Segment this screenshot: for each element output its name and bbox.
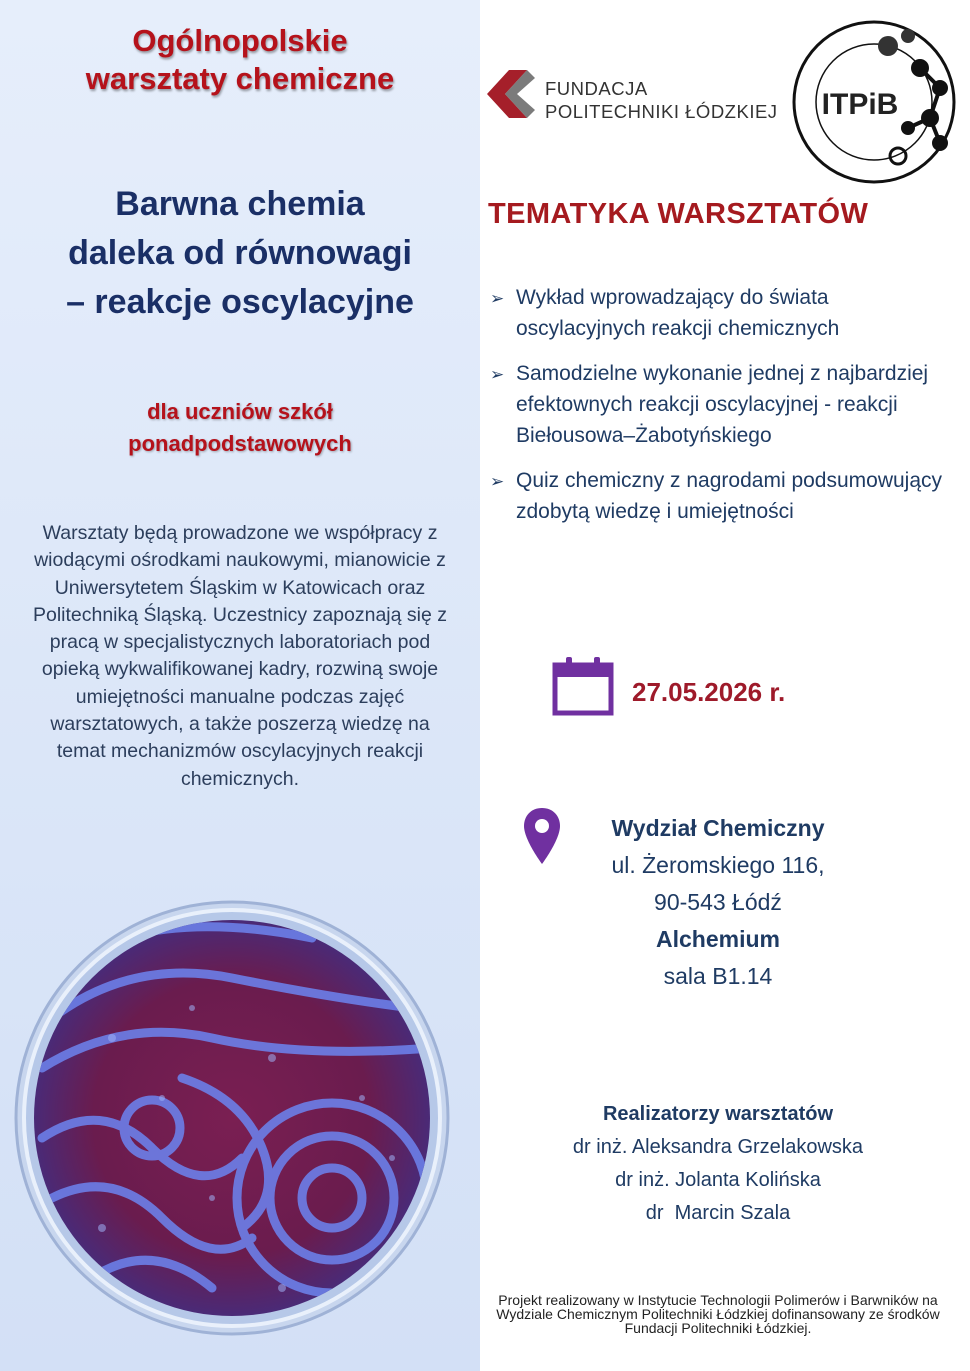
topics-list xyxy=(490,282,960,541)
fundacja-logo-text xyxy=(545,77,778,123)
topics-title: TEMATYKA WARSZTATÓW xyxy=(488,198,869,230)
map-pin-icon xyxy=(522,806,562,868)
topic-text: Wykład wprowadzający do świata oscylacyjnych reakcji chemicznych xyxy=(516,286,840,340)
target-audience xyxy=(0,396,480,460)
event-date: 27.05.2026 r. xyxy=(632,677,786,707)
headline-text: Barwna chemia daleka od równowagi – reakcje oscylacyjne xyxy=(66,185,414,321)
topic-item xyxy=(490,282,960,344)
topic-text: Samodzielne wykonanie jednej z najbardziej efektownych reakcji oscylacyjnej - reakcji Biełousowa–Żabotyńskiego xyxy=(516,362,929,447)
fpl-line2: POLITECHNIKI ŁÓDZKIEJ xyxy=(545,101,778,122)
event-title-text: Ogólnopolskie warsztaty chemiczne xyxy=(85,23,395,96)
event-title xyxy=(0,22,480,98)
venue-address xyxy=(568,810,868,995)
itpib-logo xyxy=(790,18,958,186)
topic-text: Quiz chemiczny z nagrodami podsumowujący zdobytą wiedzę i umiejętności xyxy=(516,469,943,523)
itpib-abbr: ITPiB xyxy=(821,88,899,121)
workshop-description: Warsztaty będą prowadzone we współpracy z wiodącymi ośrodkami naukowymi, mianowicie z Uniwersytetem Śląskim w Katowicach oraz Politechniką Śląską. Uczestnicy zapoznają się z pracą w specjalistycznych laboratoriach pod opieką wykwalifikowanej kadry, rozwiną swoje umiejętności manualne podczas zajęć warsztatowych, a także poszerzą wiedzę na temat mechanizmów oscylacyjnych reakcji chemicznych. xyxy=(32,522,448,790)
funding-footer: Projekt realizowany w Instytucie Technologii Polimerów i Barwników na Wydziale Chemicznym Politechniki Łódzkiej dofinansowany ze środków Fundacji Politechniki Łódzkiej. xyxy=(496,1292,940,1336)
organizer-name: dr inż. Jolanta Kolińska xyxy=(615,1169,821,1191)
audience-text: dla uczniów szkół ponadpodstawowych xyxy=(128,399,352,456)
petri-dish-image xyxy=(12,898,452,1338)
arrowhead-icon: ➢ xyxy=(490,289,505,308)
fpl-line1: FUNDACJA xyxy=(545,78,648,99)
organizer-name: dr inż. Aleksandra Grzelakowska xyxy=(572,1136,864,1158)
venue-street: ul. Żeromskiego 116, xyxy=(611,852,825,878)
organizers-title: Realizatorzy warsztatów xyxy=(602,1103,834,1125)
venue-city: 90-543 Łódź xyxy=(654,889,782,915)
arrowhead-icon: ➢ xyxy=(490,472,505,491)
topic-item xyxy=(490,465,960,527)
venue-faculty: Wydział Chemiczny xyxy=(611,815,825,841)
venue-building: Alchemium xyxy=(656,926,780,952)
topic-item xyxy=(490,358,960,451)
calendar-icon xyxy=(552,655,614,717)
organizers xyxy=(540,1098,896,1230)
venue-room: sala B1.14 xyxy=(663,963,773,989)
arrowhead-icon: ➢ xyxy=(490,365,505,384)
organizer-name: dr Marcin Szala xyxy=(645,1202,791,1224)
workshop-headline xyxy=(0,180,480,327)
